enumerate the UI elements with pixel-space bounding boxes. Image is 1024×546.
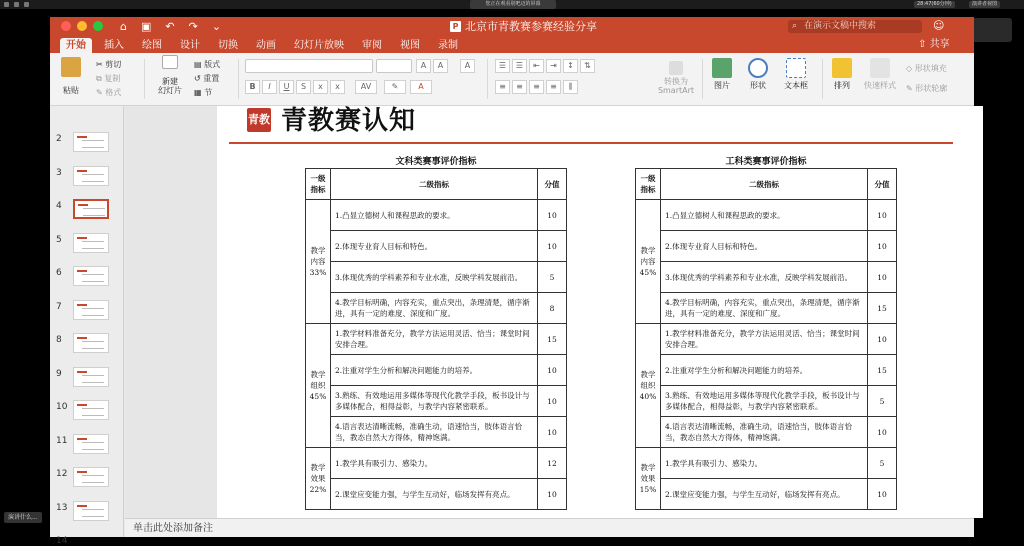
level1-indicator: 教学 内容 45%: [636, 200, 661, 324]
table-row: [306, 448, 567, 479]
table-row: [636, 386, 897, 417]
thumbnail-number: 11: [56, 435, 68, 446]
ribbon-divider: [487, 59, 488, 99]
menubar-icon: [24, 2, 29, 7]
shape-outline-label: 形状轮廓: [915, 84, 948, 93]
section-button[interactable]: [194, 87, 212, 98]
score-cell: 10: [868, 200, 897, 231]
undo-icon[interactable]: ↶: [165, 20, 175, 33]
window-controls: [61, 21, 103, 31]
thumbnail-content: [82, 341, 104, 349]
thumbnail-number: 14: [56, 536, 68, 546]
table-row: [306, 293, 567, 324]
slide-thumbnail[interactable]: [73, 501, 109, 521]
level2-indicator: 3.体现优秀的学科素养和专业水准，反映学科发展前沿。: [661, 262, 868, 293]
font-name-select[interactable]: [245, 59, 373, 73]
table-row: [306, 355, 567, 386]
level2-indicator: 4.教学目标明确，内容充实，重点突出，条理清楚，循序渐进，具有一定的难度、深度和广度。: [331, 293, 538, 324]
slide-thumbnail[interactable]: [73, 333, 109, 353]
tab-home[interactable]: 开始: [60, 38, 92, 53]
slide-thumbnail[interactable]: [73, 266, 109, 286]
search-input[interactable]: [788, 20, 922, 33]
font-size-select[interactable]: [376, 59, 412, 73]
table-row: [636, 200, 897, 231]
thumbnail-accent: [77, 471, 87, 473]
new-slide-icon: [162, 55, 178, 69]
align-right-icon[interactable]: ≡: [529, 80, 544, 94]
notes-pane[interactable]: 单击此处添加备注: [125, 518, 974, 537]
level2-indicator: 4.语言表达清晰流畅，准确生动，语速恰当，肢体语言恰当，教态自然大方得体，精神饱满。: [331, 417, 538, 448]
shape-label: 形状: [750, 81, 766, 90]
tab-view[interactable]: 视图: [400, 40, 420, 51]
thumbnail-accent: [77, 136, 87, 138]
table-row: [636, 479, 897, 510]
level2-indicator: 2.注重对学生分析和解决问题能力的培养。: [661, 355, 868, 386]
clear-format-icon[interactable]: A: [460, 59, 475, 73]
level2-indicator: 2.课堂应变能力强，与学生互动好，临场发挥有亮点。: [661, 479, 868, 510]
quick-access-toolbar: [120, 19, 221, 34]
underline-icon[interactable]: U: [279, 80, 294, 94]
convert-label: 转换为 SmartArt: [657, 77, 695, 95]
thumbnail-content: [82, 174, 104, 182]
tab-slideshow[interactable]: 幻灯片放映: [294, 40, 344, 51]
clipboard-icon: [61, 57, 81, 77]
line-spacing-icon[interactable]: ↕: [563, 59, 578, 73]
document-title-text: 北京市青教赛参赛经验分享: [465, 20, 597, 33]
level1-indicator: 教学 组织 40%: [636, 324, 661, 448]
top-menubar: [0, 0, 1024, 9]
right-table-title: 工科类赛事评价指标: [725, 157, 807, 167]
thumbnail-content: [82, 408, 104, 416]
layout-icon: ▤: [194, 60, 202, 69]
level1-indicator: 教学 组织 45%: [306, 324, 331, 448]
thumbnail-content: [82, 375, 104, 383]
maximize-window-button[interactable]: [93, 21, 103, 31]
table-row: [306, 200, 567, 231]
table-row: [306, 417, 567, 448]
slide-thumbnail[interactable]: [73, 434, 109, 454]
tab-record[interactable]: 录制: [438, 40, 458, 51]
fill-icon: ◇: [906, 64, 913, 73]
ribbon-home: [50, 53, 974, 106]
shrink-font-icon[interactable]: A: [433, 59, 448, 73]
slide-thumbnail[interactable]: [73, 199, 109, 219]
customize-icon[interactable]: ⌄: [211, 20, 222, 33]
tab-draw[interactable]: 绘图: [142, 40, 162, 51]
textbox-icon: [786, 58, 806, 78]
score-cell: 5: [868, 448, 897, 479]
level2-indicator: 3.熟练、有效地运用多媒体等现代化教学手段，板书设计与多媒体配合，相得益彰，与教学内容紧密联系。: [331, 386, 538, 417]
tab-animations[interactable]: 动画: [256, 40, 276, 51]
align-center-icon[interactable]: ≡: [512, 80, 527, 94]
table-row: [636, 448, 897, 479]
font-color-icon[interactable]: A: [410, 80, 432, 94]
share-label: 共享: [929, 39, 950, 50]
thumbnail-content: [82, 140, 104, 148]
level1-indicator: 教学 效果 22%: [306, 448, 331, 510]
header-level2: 二级指标: [661, 169, 868, 200]
paste-button[interactable]: [58, 57, 84, 96]
thumbnail-content: [83, 208, 105, 216]
section-label: 节: [204, 88, 213, 97]
table-row: [306, 324, 567, 355]
new-slide-label: 新建 幻灯片: [158, 77, 182, 95]
cut-label: 剪切: [105, 60, 122, 69]
brush-icon: ✎: [96, 88, 103, 97]
table-row: [306, 231, 567, 262]
reset-button[interactable]: [194, 73, 219, 84]
slide-thumbnail[interactable]: [73, 400, 109, 420]
level1-indicator: 教学 效果 15%: [636, 448, 661, 510]
table-row: [636, 293, 897, 324]
align-left-icon[interactable]: ≡: [495, 80, 510, 94]
numbering-icon[interactable]: ☰: [512, 59, 527, 73]
scissors-icon: ✂: [96, 60, 103, 69]
score-cell: 10: [868, 262, 897, 293]
search-placeholder: 在演示文稿中搜索: [804, 21, 877, 31]
italic-icon[interactable]: I: [262, 80, 277, 94]
score-cell: 10: [538, 479, 567, 510]
section-icon: ▦: [194, 88, 202, 97]
level2-indicator: 1.教学材料准备充分，教学方法运用灵活、恰当；课堂时间安排合理。: [331, 324, 538, 355]
search-icon: ⌕: [792, 21, 798, 31]
arrange-icon: [832, 58, 852, 78]
character-spacing-icon[interactable]: AV: [355, 80, 377, 94]
liberal-arts-criteria-table[interactable]: [305, 168, 567, 510]
meeting-timer: 28:47(60分钟): [914, 1, 955, 8]
table-header-row: [306, 169, 567, 200]
shape-fill-label: 形状填充: [914, 64, 947, 73]
save-icon[interactable]: ▣: [140, 20, 152, 33]
convert-smartart-button[interactable]: [654, 61, 698, 95]
header-level1: 一级 指标: [636, 169, 661, 200]
tab-insert[interactable]: 插入: [104, 40, 124, 51]
thumbnail-accent: [77, 270, 87, 272]
table-row: [306, 479, 567, 510]
subscript-icon[interactable]: x: [330, 80, 345, 94]
level2-indicator: 2.注重对学生分析和解决问题能力的培养。: [331, 355, 538, 386]
quick-style-label: 快速样式: [864, 81, 896, 90]
thumbnail-accent: [77, 237, 87, 239]
arrange-button[interactable]: [828, 58, 856, 91]
smartart-icon: [669, 61, 683, 75]
slide[interactable]: [217, 106, 983, 518]
reset-icon: ↺: [194, 74, 201, 83]
level2-indicator: 3.体现优秀的学科素养和专业水准，反映学科发展前沿。: [331, 262, 538, 293]
header-score: 分值: [868, 169, 897, 200]
tab-design[interactable]: 设计: [180, 40, 200, 51]
copy-button[interactable]: [96, 73, 120, 84]
slide-thumbnail[interactable]: [73, 300, 109, 320]
powerpoint-icon: P: [450, 21, 461, 32]
layout-label: 版式: [204, 60, 221, 69]
score-cell: 10: [868, 479, 897, 510]
ribbon-tabs: [50, 36, 974, 53]
speaker-view-button[interactable]: 演讲者视图: [969, 1, 1000, 8]
thumbnail-number: 9: [56, 368, 62, 379]
increase-indent-icon[interactable]: ⇥: [546, 59, 561, 73]
decrease-indent-icon[interactable]: ⇤: [529, 59, 544, 73]
tab-review[interactable]: 审阅: [362, 40, 382, 51]
participant-chip[interactable]: 演讲什么...: [4, 512, 42, 523]
powerpoint-window: [50, 17, 974, 546]
score-cell: 10: [538, 355, 567, 386]
score-cell: 15: [868, 293, 897, 324]
thumbnail-content: [82, 509, 104, 517]
thumbnail-content: [82, 274, 104, 282]
thumbnail-content: [82, 475, 104, 483]
format-label: 格式: [105, 88, 122, 97]
menubar-icon: [14, 2, 19, 7]
slide-thumbnails-pane[interactable]: [50, 106, 124, 546]
thumbnail-number: 8: [56, 335, 62, 345]
slide-thumbnail[interactable]: [73, 233, 109, 253]
format-painter-button[interactable]: [96, 87, 121, 98]
level2-indicator: 4.语言表达清晰流畅，准确生动，语速恰当，肢体语言恰当，教态自然大方得体，精神饱满。: [661, 417, 868, 448]
thumbnail-accent: [77, 170, 87, 172]
layout-button[interactable]: [194, 59, 220, 70]
tab-transitions[interactable]: 切换: [218, 40, 238, 51]
bullets-icon[interactable]: ☰: [495, 59, 510, 73]
score-cell: 10: [868, 231, 897, 262]
thumbnail-number: 3: [56, 167, 62, 178]
left-table-title: 文科类赛事评价指标: [395, 157, 477, 167]
shape-button[interactable]: [744, 58, 772, 91]
copy-icon: ⧉: [96, 74, 102, 83]
level2-indicator: 1.凸显立德树人和课程思政的要求。: [661, 200, 868, 231]
quick-style-icon: [870, 58, 890, 78]
score-cell: 15: [868, 355, 897, 386]
picture-label: 图片: [714, 81, 730, 90]
highlight-icon[interactable]: ✎: [384, 80, 406, 94]
menubar-icon: [4, 2, 9, 7]
grow-font-icon[interactable]: A: [416, 59, 431, 73]
shape-fill-button[interactable]: [906, 63, 947, 74]
slide-thumbnail[interactable]: [73, 367, 109, 387]
quick-style-button[interactable]: [862, 58, 898, 91]
share-button[interactable]: [918, 38, 950, 52]
outline-icon: ✎: [906, 84, 913, 93]
level2-indicator: 1.教学具有吸引力、感染力。: [331, 448, 538, 479]
slide-editing-area[interactable]: [125, 106, 974, 518]
thumbnail-number: 2: [56, 134, 62, 144]
picture-icon: [712, 58, 732, 78]
header-level2: 二级指标: [331, 169, 538, 200]
score-cell: 8: [538, 293, 567, 324]
thumbnail-content: [82, 241, 104, 249]
thumbnail-content: [82, 442, 104, 450]
level2-indicator: 3.熟练、有效地运用多媒体等现代化教学手段，板书设计与多媒体配合，相得益彰，与教学内容紧密联系。: [661, 386, 868, 417]
level2-indicator: 2.体现专业育人目标和特色。: [661, 231, 868, 262]
score-cell: 5: [868, 386, 897, 417]
strikethrough-icon[interactable]: S: [296, 80, 311, 94]
slide-thumbnail[interactable]: [73, 166, 109, 186]
table-row: [306, 386, 567, 417]
paste-label: 粘贴: [63, 86, 79, 95]
shape-outline-button[interactable]: [906, 83, 947, 94]
table-row: [636, 417, 897, 448]
score-cell: 10: [868, 417, 897, 448]
title-divider: [229, 142, 953, 144]
home-icon[interactable]: ⌂: [120, 20, 127, 33]
share-icon: ⇧: [918, 39, 927, 50]
close-window-button[interactable]: [61, 21, 71, 31]
menubar-icons: [4, 2, 29, 7]
table-row: [636, 355, 897, 386]
textbox-label: 文本框: [784, 81, 808, 90]
level2-indicator: 1.凸显立德树人和课程思政的要求。: [331, 200, 538, 231]
feedback-icon[interactable]: ☺: [933, 19, 945, 32]
thumbnail-number: 4: [56, 201, 62, 211]
arrange-label: 排列: [834, 81, 850, 90]
copy-label: 复制: [104, 74, 121, 83]
level2-indicator: 1.教学具有吸引力、感染力。: [661, 448, 868, 479]
ribbon-divider: [702, 59, 703, 99]
thumbnail-accent: [77, 337, 87, 339]
engineering-criteria-table[interactable]: [635, 168, 897, 510]
ribbon-divider: [822, 59, 823, 99]
document-title: [450, 19, 597, 34]
cut-button[interactable]: [96, 59, 121, 70]
slide-logo: 青教: [247, 108, 271, 132]
minimize-window-button[interactable]: [77, 21, 87, 31]
text-direction-icon[interactable]: ⇅: [580, 59, 595, 73]
thumbnail-number: 7: [56, 301, 62, 312]
table-row: [636, 262, 897, 293]
score-cell: 10: [868, 324, 897, 355]
score-cell: 15: [538, 324, 567, 355]
ribbon-divider: [144, 59, 145, 99]
textbox-button[interactable]: [780, 58, 812, 91]
thumbnail-accent: [77, 505, 87, 507]
thumbnail-accent: [77, 371, 87, 373]
title-bar: [50, 17, 974, 36]
thumbnail-number: 6: [56, 268, 62, 278]
bold-icon[interactable]: B: [245, 80, 260, 94]
table-row: [306, 262, 567, 293]
picture-button[interactable]: [708, 58, 736, 91]
slide-thumbnail[interactable]: [73, 467, 109, 487]
screen-share-banner[interactable]: 您正在观看别吧迈的屏幕: [470, 0, 556, 9]
score-cell: 10: [538, 200, 567, 231]
thumbnail-number: 10: [56, 402, 68, 412]
thumbnail-accent: [77, 304, 87, 306]
level2-indicator: 1.教学材料准备充分，教学方法运用灵活、恰当；课堂时间安排合理。: [661, 324, 868, 355]
thumbnail-accent: [77, 438, 87, 440]
thumbnail-number: 12: [56, 469, 68, 479]
score-cell: 5: [538, 262, 567, 293]
shapes-icon: [748, 58, 768, 78]
score-cell: 10: [538, 417, 567, 448]
score-cell: 12: [538, 448, 567, 479]
justify-icon[interactable]: ≡: [546, 80, 561, 94]
table-header-row: [636, 169, 897, 200]
columns-icon[interactable]: ⫼: [563, 80, 578, 94]
thumbnail-content: [82, 308, 104, 316]
header-level1: 一级 指标: [306, 169, 331, 200]
score-cell: 10: [538, 386, 567, 417]
level2-indicator: 4.教学目标明确，内容充实，重点突出，条理清楚，循序渐进，具有一定的难度、深度和广度。: [661, 293, 868, 324]
thumbnail-accent: [77, 404, 87, 406]
new-slide-button[interactable]: [152, 55, 188, 95]
thumbnail-number: 13: [56, 502, 68, 513]
header-score: 分值: [538, 169, 567, 200]
superscript-icon[interactable]: x: [313, 80, 328, 94]
level2-indicator: 2.课堂应变能力强，与学生互动好，临场发挥有亮点。: [331, 479, 538, 510]
reset-label: 重置: [203, 74, 220, 83]
level1-indicator: 教学 内容 33%: [306, 200, 331, 324]
redo-icon[interactable]: ↷: [188, 20, 198, 33]
ribbon-divider: [238, 59, 239, 99]
table-row: [636, 324, 897, 355]
slide-title[interactable]: 青教赛认知: [281, 106, 417, 136]
score-cell: 10: [538, 231, 567, 262]
thumbnail-accent: [78, 204, 88, 206]
table-row: [636, 231, 897, 262]
level2-indicator: 2.体现专业育人目标和特色。: [331, 231, 538, 262]
slide-thumbnail[interactable]: [73, 132, 109, 152]
thumbnail-number: 5: [56, 234, 62, 245]
